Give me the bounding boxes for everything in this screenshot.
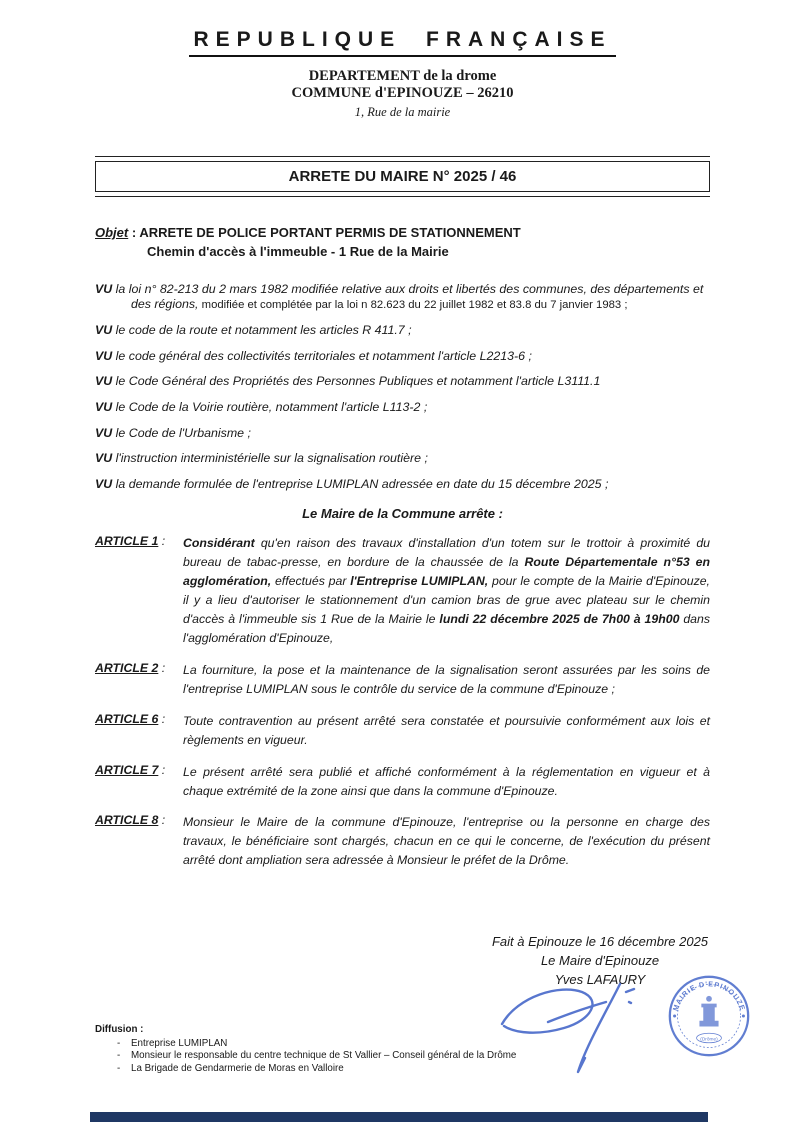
stamp-top-text: MAIRIE D'EPINOUZE — [671, 980, 747, 1013]
vu-clause: VU le code de la route et notamment les articles R 411.7 ; — [95, 323, 412, 338]
article-1 — [95, 534, 710, 648]
article-6 — [95, 712, 710, 750]
diffusion-item-text: Entreprise LUMIPLAN — [131, 1037, 228, 1049]
article-6-label: ARTICLE 6 — [95, 711, 159, 726]
decree-number-box: ARRETE DU MAIRE N° 2025 / 46 — [95, 161, 710, 192]
vu-clause: VU l'instruction interministérielle sur la signalisation routière ; — [95, 451, 428, 466]
article-7-label: ARTICLE 7 — [95, 762, 159, 777]
article-8-colon: : — [161, 813, 166, 828]
article-2-label: ARTICLE 2 — [95, 660, 159, 675]
diffusion-item — [117, 1038, 516, 1051]
article-8 — [95, 813, 710, 870]
article-8-body: Monsieur le Maire de la commune d'Epinouze, l'entreprise ou la personne en charge des travaux, le bénéficiaire sont chargés, chacun en ce qui le concerne, de l'exécution du présent arrêté dont ampliation sera adressée à Monsieur le préfet de la Drôme. — [183, 815, 710, 868]
department-line: DEPARTEMENT de la drome — [308, 68, 497, 84]
article-1-label: ARTICLE 1 — [95, 534, 159, 549]
page-title-text: REPUBLIQUE FRANÇAISE — [189, 28, 615, 57]
article-8-label-col — [95, 813, 183, 870]
diffusion-item-text: Monsieur le responsable du centre technique de St Vallier – Conseil général de la Drôme — [131, 1050, 517, 1062]
decision-line: Le Maire de la Commune arrête : — [302, 506, 503, 522]
vu-clause: VU le Code de l'Urbanisme ; — [95, 425, 251, 440]
objet-section — [95, 223, 710, 262]
diffusion-section — [95, 1024, 516, 1076]
diffusion-item — [117, 1050, 516, 1063]
vu-clause: VU la demande formulée de l'entreprise LUMIPLAN adressée en date du 15 décembre 2025 ; — [95, 476, 609, 491]
commune-line: COMMUNE d'EPINOUZE – 26210 — [291, 85, 514, 102]
diffusion-bullet: - — [117, 1063, 121, 1075]
article-7-colon: : — [161, 762, 166, 777]
municipal-stamp — [666, 973, 752, 1059]
article-2-label-col — [95, 661, 183, 699]
vu-clause: VU le code général des collectivités territoriales et notamment l'article L2213-6 ; — [95, 348, 532, 363]
page-title — [95, 28, 710, 52]
diffusion-bullet: - — [117, 1050, 121, 1062]
objet-label: Objet — [95, 224, 129, 240]
article-6-body: Toute contravention au présent arrêté sera constatée et poursuivie conformément aux lois et règlements en vigueur. — [183, 713, 710, 747]
vu-clause: VU le Code Général des Propriétés des Personnes Publiques et notamment l'article L3111.1 — [95, 374, 601, 389]
address-line: 1, Rue de la mairie — [354, 104, 451, 119]
closing-place-date: Fait à Epinouze le 16 décembre 2025 — [491, 934, 709, 949]
article-6-label-col — [95, 712, 183, 750]
article-8-label: ARTICLE 8 — [95, 813, 159, 828]
vu-clause: VU le Code de la Voirie routière, notamment l'article L113-2 ; — [95, 399, 428, 414]
article-2 — [95, 661, 710, 699]
diffusion-item — [117, 1063, 516, 1076]
objet-colon: : — [131, 224, 137, 240]
decree-box-frame — [95, 156, 710, 197]
diffusion-bullet: - — [117, 1037, 121, 1049]
vu-clause: VU la loi n° 82-213 du 2 mars 1982 modifiée relative aux droits et libertés des communes, des départements et des régions, modifiée et complétée par la loi n 82.623 du 22 juillet 1982 et 83.8 du 7 janvier 1983 ; — [95, 281, 704, 312]
stamp-bottom-text: (Drôme) — [700, 1037, 718, 1043]
article-2-colon: : — [161, 660, 166, 675]
objet-line1 — [95, 223, 710, 243]
article-7 — [95, 763, 710, 801]
article-6-colon: : — [161, 711, 166, 726]
objet-title: ARRETE DE POLICE PORTANT PERMIS DE STATIONNEMENT — [139, 224, 521, 240]
article-2-body: La fourniture, la pose et la maintenance de la signalisation seront assurées par les soins de l'entreprise LUMIPLAN sous le contrôle du service de la commune d'Epinouze ; — [183, 662, 710, 696]
vu-clauses-section — [95, 282, 710, 493]
article-1-colon: : — [161, 534, 166, 549]
diffusion-item-text: La Brigade de Gendarmerie de Moras en Valloire — [131, 1063, 344, 1075]
objet-line2: Chemin d'accès à l'immeuble - 1 Rue de la Mairie — [147, 244, 449, 260]
stamp-emblem — [699, 1004, 718, 1027]
diffusion-list — [95, 1038, 516, 1076]
article-1-label-col — [95, 534, 183, 648]
article-1-body: Considérant qu'en raison des travaux d'installation d'un totem sur le trottoir à proximité du bureau de tabac-presse, en bordure de la chaussée de la Route Départementale n°53 en agglomération, effectués par l'Entreprise LUMIPLAN, pour le compte de la Mairie d'Epinouze, il y a lieu d'autoriser le stationnement d'un camion bras de grue avec plateau sur le chemin d'accès à l'immeuble sis 1 Rue de la Mairie le lundi 22 décembre 2025 de 7h00 à 19h00 dans l'agglomération d'Epinouze, — [183, 536, 711, 646]
closing-signatory-name: Yves LAFAURY — [554, 971, 646, 987]
article-7-body: Le présent arrêté sera publié et affiché conformément à la réglementation en vigueur et à chaque extrémité de la zone ainsi que dans la commune d'Epinouze. — [183, 764, 710, 798]
footer-bar — [90, 1112, 708, 1122]
closing-signatory-title: Le Maire d'Epinouze — [540, 952, 660, 968]
article-7-label-col — [95, 763, 183, 801]
diffusion-label: Diffusion : — [95, 1024, 144, 1035]
